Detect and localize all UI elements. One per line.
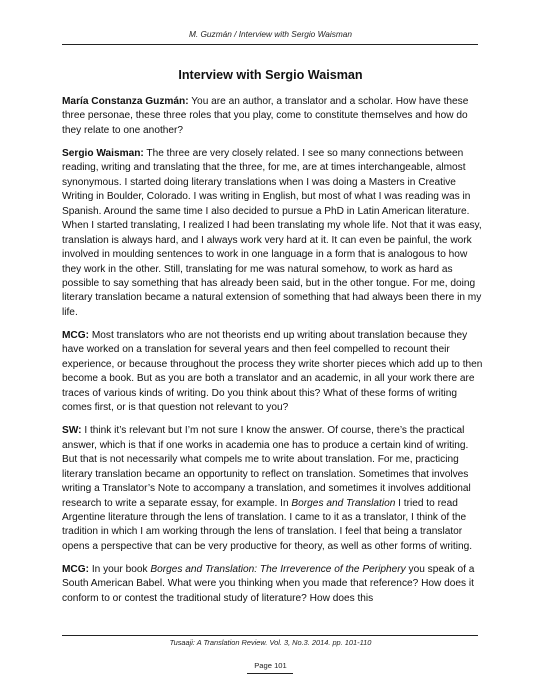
running-header: M. Guzmán / Interview with Sergio Waisman <box>188 29 353 39</box>
paragraph-text: I tried to read Argentine literature through the lens of translation. I came to it as a translator, I think of the tradition in which I am working through the lens of translation. I feel that being a translator opens a perspective that can be very productive for theory, as well as other forms of writing. <box>62 497 473 552</box>
article-title: Interview with Sergio Waisman <box>178 68 363 82</box>
speaker-name: Sergio Waisman: <box>62 147 144 159</box>
article-body <box>62 95 486 615</box>
page-number: Page 101 <box>254 661 287 670</box>
interview-paragraph <box>62 424 486 554</box>
speaker-name: SW: <box>62 425 82 437</box>
journal-citation: Tusaaji: A Translation Review. Vol. 3, No.3. 2014. pp. 101-110 <box>169 638 372 647</box>
paragraph-text: You are an author, a translator and a scholar. How have these three personae, these three roles that you play, come to constitute themselves and how do they relate to one another? <box>62 96 469 136</box>
interview-paragraph <box>62 147 486 320</box>
speaker-name: MCG: <box>62 329 89 341</box>
paragraph-text: you speak of a South American Babel. What were you thinking when you made that reference? How does it conform to or contest the traditional study of literature? How does this <box>62 563 475 604</box>
paragraph-text: The three are very closely related. I see so many connections between reading, writing and translating that the three, for me, are at times interchangeable, almost synonymous. I started doing literary translations when I was doing a Masters in Creative Writing in Boulder, Colorado. I was writing in English, but most of what I was reading was in Spanish. Around the same time I also decided to pursue a PhD in Latin American literature. When I started translating, I realized I had been translating my whole life. Not that it was easy, translation is always hard, and I always work very hard at it. It can even be painful, the work involved in moulding sentences to work in one language in a form that is analogous to how they work in the other. Still, translating for me was natural somehow, to work as hard as possible to say something that has already been said, but in the other tongue. For me, doing literary translation became a natural extension of something that had always been there in my life. <box>62 147 482 318</box>
paragraph-text: Most translators who are not theorists end up writing about translation because they have worked on a translation for several years and then feel compelled to recount their experience, or because throughout the process they write shorter pieces which add up to then become a book. But as you are both a translator and an academic, in all your work there are traces of various kinds of writing. Do you think about this? What of these forms of writing comes first, or is that question not relevant to you? <box>62 329 483 414</box>
paragraph-text: In your book <box>91 563 151 575</box>
interview-paragraph <box>62 563 486 606</box>
page-number-underline <box>247 673 293 674</box>
interview-paragraph <box>62 329 486 416</box>
speaker-name: María Constanza Guzmán: <box>62 96 189 107</box>
footer-divider <box>62 635 478 636</box>
header-divider <box>62 44 478 45</box>
interview-paragraph <box>62 95 486 138</box>
book-title: Borges and Translation: The Irreverence of the Periphery <box>150 563 406 575</box>
paragraph-text: I think it’s relevant but I’m not sure I know the answer. Of course, there’s the practical answer, which is that if one works in academia one has to produce a certain kind of writing. But that is not necessarily what compels me to write about translation. For me, practicing literary translation became an opportunity to reflect on translation. Sometimes that involves writing a Translator’s Note to accompany a translation, and sometimes it involves additional research to write a separate essay, for example. In <box>62 425 471 509</box>
speaker-name: MCG: <box>62 563 89 575</box>
book-title: Borges and Translation <box>291 497 396 509</box>
